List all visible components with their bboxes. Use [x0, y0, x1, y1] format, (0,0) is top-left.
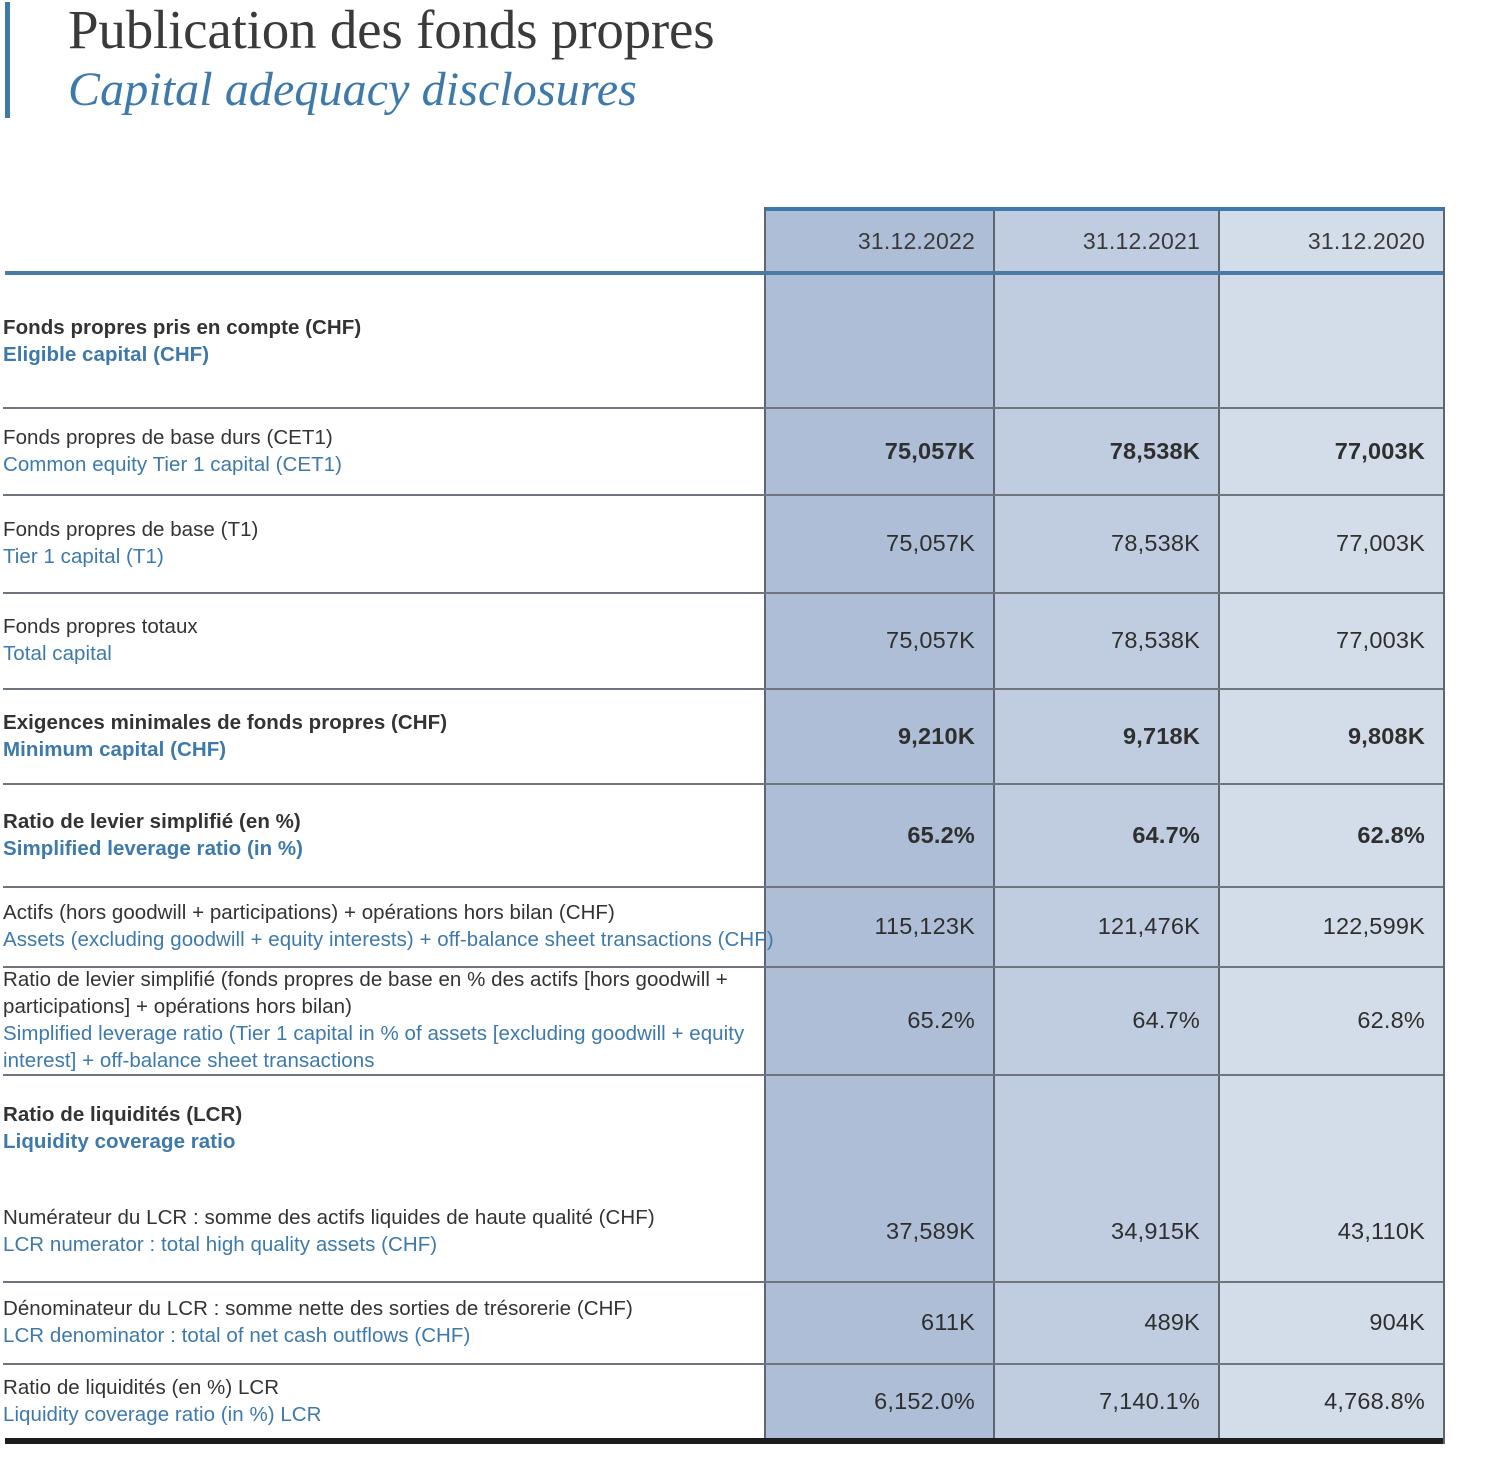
row-label-french: Actifs (hors goodwill + participations) + opérations hors bilan (CHF)	[3, 901, 615, 924]
row-label-english: Simplified leverage ratio (in %)	[3, 837, 304, 860]
cell-value-31.12.2020: 62.8%	[1357, 1006, 1425, 1033]
table-row	[0, 275, 1500, 407]
cell-value-31.12.2020: 122,599K	[1322, 912, 1425, 939]
table-row	[0, 1074, 1500, 1181]
cell-value-31.12.2022: 75,057K	[886, 626, 975, 653]
cell-value-31.12.2021: 78,538K	[1111, 626, 1200, 653]
row-label-english: Liquidity coverage ratio (in %) LCR	[3, 1403, 322, 1426]
row-label-french: Ratio de liquidités (LCR)	[3, 1103, 243, 1126]
cell-value-31.12.2022: 65.2%	[907, 821, 975, 848]
row-label-english: Eligible capital (CHF)	[3, 343, 210, 366]
cell-value-31.12.2020: 43,110K	[1337, 1217, 1425, 1244]
cell-value-31.12.2022: 6,152.0%	[874, 1387, 975, 1414]
row-label-english: Tier 1 capital (T1)	[3, 545, 164, 568]
table-row	[0, 688, 1500, 783]
column-header-2021: 31.12.2021	[1082, 227, 1200, 254]
row-label-french: Fonds propres de base durs (CET1)	[3, 426, 333, 449]
row-label-english: Common equity Tier 1 capital (CET1)	[3, 453, 342, 476]
cell-value-31.12.2020: 77,003K	[1334, 437, 1425, 464]
cell-value-31.12.2022: 611K	[921, 1308, 975, 1335]
row-label-french: Fonds propres de base (T1)	[3, 518, 259, 541]
page-title-french: Publication des fonds propres	[68, 0, 715, 60]
cell-value-31.12.2022: 75,057K	[884, 437, 975, 464]
row-label	[3, 1101, 793, 1155]
cell-value-31.12.2020: 9,808K	[1348, 722, 1425, 749]
row-label	[3, 899, 793, 953]
row-label-english: Assets (excluding goodwill + equity interests) + off-balance sheet transactions (CHF)	[3, 928, 774, 951]
row-label-french: Ratio de liquidités (en %) LCR	[3, 1376, 280, 1399]
row-label-french: Dénominateur du LCR : somme nette des sorties de trésorerie (CHF)	[3, 1297, 633, 1320]
column-header-2020: 31.12.2020	[1307, 227, 1425, 254]
cell-value-31.12.2021: 34,915K	[1111, 1217, 1200, 1244]
row-label	[3, 424, 793, 478]
table-row	[0, 494, 1500, 592]
row-label	[3, 966, 793, 1074]
cell-value-31.12.2021: 78,538K	[1109, 437, 1200, 464]
row-label-english: LCR denominator : total of net cash outflows (CHF)	[3, 1324, 471, 1347]
row-label-french: Exigences minimales de fonds propres (CHF)	[3, 711, 448, 734]
cell-value-31.12.2022: 75,057K	[886, 529, 975, 556]
row-label	[3, 1295, 793, 1349]
row-label	[3, 808, 793, 862]
cell-value-31.12.2021: 64.7%	[1132, 821, 1200, 848]
cell-value-31.12.2021: 9,718K	[1123, 722, 1200, 749]
cell-value-31.12.2020: 4,768.8%	[1324, 1387, 1425, 1414]
table-bottom-rule	[5, 1438, 1443, 1444]
table-row	[0, 1363, 1500, 1438]
table-row	[0, 592, 1500, 688]
row-label	[3, 516, 793, 570]
cell-value-31.12.2022: 65.2%	[907, 1006, 975, 1033]
cell-value-31.12.2022: 115,123K	[874, 912, 975, 939]
table-row	[0, 783, 1500, 886]
table-row	[0, 1181, 1500, 1281]
cell-value-31.12.2021: 7,140.1%	[1099, 1387, 1200, 1414]
table-row	[0, 886, 1500, 966]
page-title-english: Capital adequacy disclosures	[68, 63, 637, 116]
cell-value-31.12.2022: 37,589K	[886, 1217, 975, 1244]
row-label	[3, 613, 793, 667]
row-label-french: Numérateur du LCR : somme des actifs liquides de haute qualité (CHF)	[3, 1206, 655, 1229]
row-label-french: Fonds propres pris en compte (CHF)	[3, 316, 362, 339]
cell-value-31.12.2021: 78,538K	[1111, 529, 1200, 556]
row-label	[3, 314, 793, 368]
cell-value-31.12.2021: 121,476K	[1097, 912, 1200, 939]
row-label-french: Ratio de levier simplifié (fonds propres de base en % des actifs [hors goodwill + participations] + opérations hors bilan)	[3, 968, 728, 1018]
table-row	[0, 1281, 1500, 1363]
cell-value-31.12.2020: 77,003K	[1336, 626, 1425, 653]
row-label-english: Minimum capital (CHF)	[3, 738, 227, 761]
table-row	[0, 407, 1500, 494]
cell-value-31.12.2020: 77,003K	[1336, 529, 1425, 556]
row-label-french: Fonds propres totaux	[3, 615, 198, 638]
row-label-english: Simplified leverage ratio (Tier 1 capital in % of assets [excluding goodwill + equity interest] + off-balance sheet transactions	[3, 1022, 745, 1072]
column-header-2022: 31.12.2022	[857, 227, 975, 254]
row-label-french: Ratio de levier simplifié (en %)	[3, 810, 301, 833]
cell-value-31.12.2021: 64.7%	[1132, 1006, 1200, 1033]
cell-value-31.12.2020: 904K	[1369, 1308, 1425, 1335]
cell-value-31.12.2022: 9,210K	[898, 722, 975, 749]
row-label-english: Total capital	[3, 642, 112, 665]
row-label-english: LCR numerator : total high quality assets (CHF)	[3, 1233, 438, 1256]
cell-value-31.12.2020: 62.8%	[1357, 821, 1425, 848]
row-label	[3, 709, 793, 763]
row-label	[3, 1204, 793, 1258]
row-label-english: Liquidity coverage ratio	[3, 1130, 236, 1153]
table-row	[0, 966, 1500, 1074]
cell-value-31.12.2021: 489K	[1144, 1308, 1200, 1335]
row-label	[3, 1374, 793, 1428]
